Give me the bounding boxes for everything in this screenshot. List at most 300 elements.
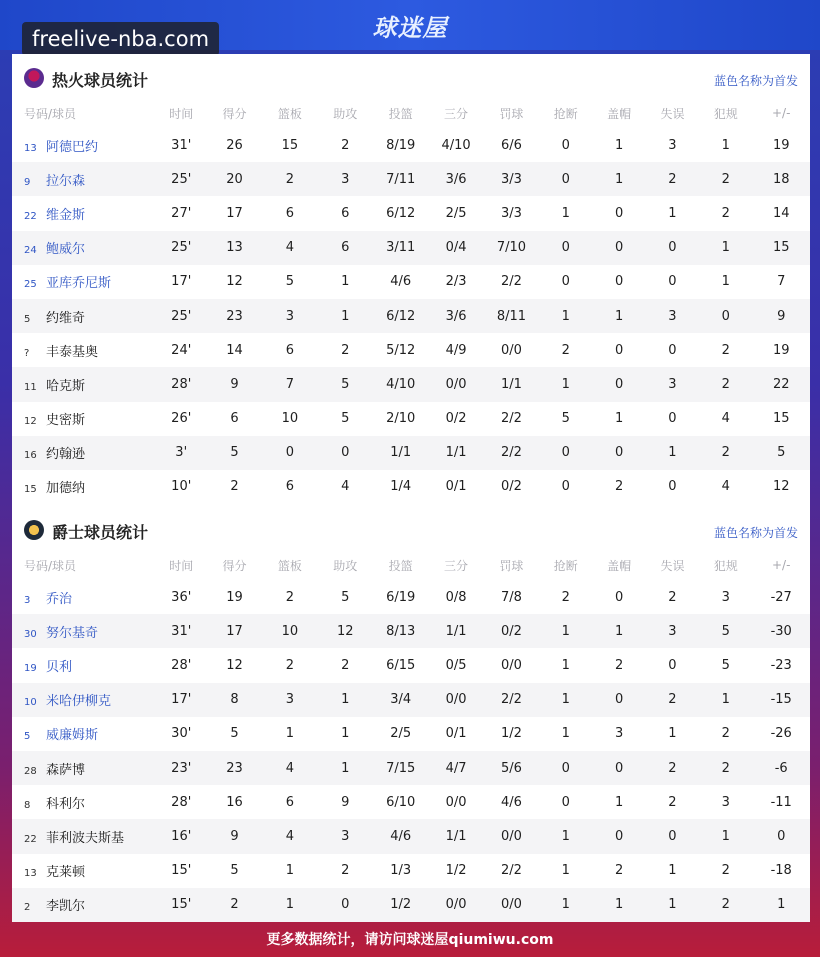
player-row[interactable] [12,367,810,401]
stat-cell: 0/2 [500,479,522,495]
player-row[interactable] [12,128,810,162]
stat-cell: 25' [156,162,207,196]
column-header: 篮板 [277,558,302,573]
stat-cell: 0 [668,411,677,427]
player-name[interactable]: 威廉姆斯 [46,728,99,744]
stat-cell: 5 [752,436,810,470]
column-header: 号码/球员 [24,558,77,573]
stat-cell: 5 [341,589,350,605]
stat-cell: 19 [226,589,243,605]
stat-cell: 2 [668,589,677,605]
stat-cell: 36' [171,589,192,605]
player-name[interactable]: 李凯尔 [46,899,86,915]
player-cell [12,819,156,853]
column-header: 时间 [169,106,194,121]
player-name[interactable]: 哈克斯 [46,378,86,394]
stat-cell: 3' [156,436,207,470]
stat-cell: 5 [285,274,295,290]
stat-cell: 3 [262,299,317,333]
stat-cell: 8/11 [484,299,539,333]
stat-cell: 0 [668,274,677,290]
stat-cell: 1 [646,888,699,922]
stat-cell: -30 [752,614,810,648]
stat-cell: 0/2 [445,411,467,427]
player-cell [12,299,156,333]
stat-cell: 17' [171,274,192,290]
stat-cell: 0 [592,367,645,401]
jersey-number: 13 [24,142,37,154]
player-row[interactable] [12,683,810,717]
column-header: 抢断 [553,558,578,573]
player-row[interactable] [12,785,810,819]
player-row[interactable] [12,436,810,470]
stat-cell: 0 [561,274,570,290]
column-header: 三分 [444,106,469,121]
stat-cell: 23' [156,751,207,785]
player-row[interactable] [12,162,810,196]
stat-cell: 5 [207,436,262,470]
stat-cell: 4/6 [390,274,412,290]
stat-cell: 4/6 [500,794,522,810]
stat-cell: 1 [699,683,752,717]
stat-cell: 0/0 [428,367,483,401]
column-header: 失误 [660,558,685,573]
stat-cell: 5 [230,726,239,742]
column-header: 得分 [222,106,247,121]
stat-cell: 24' [171,342,192,358]
stat-cell: 18 [752,162,810,196]
stat-cell: 4 [721,479,730,495]
stat-cell: 8/19 [386,137,416,153]
stat-cell: 2/2 [484,683,539,717]
column-header: +/- [772,558,791,572]
stat-cell: 2 [561,342,570,358]
stat-cell: 9 [207,819,262,853]
stat-cell: 2/2 [500,863,522,879]
stat-cell: 1 [561,726,570,742]
stat-cell: 1 [592,299,645,333]
stat-cell: 14 [226,342,243,358]
stat-cell: 2 [699,751,752,785]
stat-cell: 0/5 [445,657,467,673]
stat-cell: 2 [699,436,752,470]
stat-cell: 26 [226,137,243,153]
stat-cell: 25' [156,299,207,333]
table-header-row [12,98,810,128]
stat-cell: 7 [262,367,317,401]
stat-cell: 5 [341,411,350,427]
player-name[interactable]: 乔治 [46,591,73,607]
stat-cell: 0/0 [484,888,539,922]
player-row[interactable] [12,614,810,648]
stat-cell: 0 [318,436,373,470]
player-name[interactable]: 科利尔 [46,796,86,812]
stat-cell: 1 [592,162,645,196]
stat-cell: 3 [318,819,373,853]
stat-cell: 9 [341,794,350,810]
player-name[interactable]: 阿德巴约 [46,139,99,155]
player-name[interactable]: 努尔基奇 [46,625,99,641]
column-header: 盖帽 [607,106,632,121]
stat-cell: 15 [281,137,299,153]
stat-cell: 1 [539,367,592,401]
stat-cell: 4/6 [373,819,428,853]
stat-cell: 7/11 [373,162,428,196]
stat-cell: 2 [646,683,699,717]
jersey-number: 8 [24,799,31,811]
stat-cell: 5 [721,657,730,673]
stat-cell: 0/0 [500,342,522,358]
stat-cell: 2 [721,342,730,358]
stat-cell: 1 [539,614,592,648]
player-cell [12,128,156,162]
stat-cell: 0/0 [484,819,539,853]
stat-cell: 15' [171,863,192,879]
stat-cell: 1 [592,888,645,922]
stat-cell: 1/1 [428,436,483,470]
stat-cell: -23 [770,657,792,673]
stat-cell: 0 [561,137,570,153]
jersey-number: 28 [24,765,37,777]
column-header: 篮板 [277,106,302,121]
player-name[interactable]: 亚库乔尼斯 [46,276,112,292]
stat-cell: 0 [561,479,570,495]
stat-cell: 1/2 [445,863,467,879]
column-header: 犯规 [713,106,738,121]
stat-cell: 3/3 [500,205,522,221]
column-header: 助攻 [333,106,358,121]
stat-cell: 1/2 [373,888,428,922]
stat-cell: 0 [539,751,592,785]
stat-cell: 1 [561,657,570,673]
stat-cell: 6 [285,794,295,810]
stat-cell: 0/1 [445,726,467,742]
stat-cell: 3/4 [373,683,428,717]
stat-cell: 2 [262,162,317,196]
stat-cell: 1 [539,888,592,922]
jersey-number: 19 [24,662,37,674]
player-name[interactable]: 约维奇 [46,310,86,326]
stat-cell: 5 [699,614,752,648]
section-header [12,510,810,550]
stat-cell: 6/12 [373,299,428,333]
stat-cell: 0/4 [428,231,483,265]
player-cell [12,367,156,401]
stat-cell: 3 [721,589,730,605]
jersey-number: 13 [24,868,37,880]
player-cell [12,683,156,717]
stat-cell: 0 [646,819,699,853]
player-row[interactable] [12,231,810,265]
stat-cell: 5/6 [484,751,539,785]
stat-cell: 4/7 [428,751,483,785]
stat-cell: 0 [668,657,677,673]
player-name[interactable]: 鲍威尔 [46,242,86,258]
player-row[interactable] [12,819,810,853]
player-name[interactable]: 丰泰基奥 [46,344,99,360]
column-header: 犯规 [713,558,738,573]
stat-cell: 4 [262,231,317,265]
player-name[interactable]: 史密斯 [46,413,86,429]
stat-cell: 4 [341,479,350,495]
stat-cell: 2 [614,479,624,495]
stat-cell: 12 [318,614,373,648]
stat-cell: 0 [614,589,624,605]
jersey-number: 16 [24,450,37,462]
stat-cell: 0/8 [445,589,467,605]
stat-cell: 1/1 [373,436,428,470]
footer-banner[interactable]: 更多数据统计，请访问球迷屋qiumiwu.com [266,932,554,948]
stat-cell: 0 [614,205,624,221]
stat-cell: 12 [226,274,243,290]
heat-logo-icon [24,68,44,88]
jersey-number: 24 [24,245,37,257]
stat-cell: 6/6 [500,137,522,153]
jersey-number: 15 [24,484,37,496]
stat-cell: 2 [561,589,570,605]
stat-cell: 1 [539,299,592,333]
column-header: 投篮 [388,106,413,121]
stat-cell: 1 [341,726,350,742]
player-name[interactable]: 森萨博 [46,762,86,778]
stat-cell: 1/3 [390,863,412,879]
stat-cell: 2 [721,726,730,742]
player-row[interactable] [12,265,810,299]
column-header: +/- [772,106,791,120]
jersey-number: 30 [24,628,37,640]
player-cell [12,854,156,888]
stat-cell: 5/12 [386,342,416,358]
stat-cell: 1 [614,137,624,153]
stat-cell: 0 [592,819,645,853]
stat-cell: 0 [592,751,645,785]
stat-cell: 3/3 [484,162,539,196]
stat-cell: 6 [318,231,373,265]
player-cell [12,162,156,196]
stat-cell: 10 [281,411,299,427]
jersey-number: 10 [24,697,37,709]
stat-cell: 17 [207,614,262,648]
stat-cell: 30' [171,726,192,742]
stat-cell: 2 [668,794,677,810]
stat-cell: 3 [262,683,317,717]
stat-cell: 0/0 [428,683,483,717]
stat-cell: 17' [156,683,207,717]
stat-cell: 2 [699,888,752,922]
player-cell [12,402,156,436]
watermark-label: freelive-nba.com [22,22,219,56]
stat-cell: 2/2 [500,411,522,427]
stat-cell: 2 [207,888,262,922]
stat-cell: 0/0 [500,657,522,673]
stat-cell: 1 [668,726,677,742]
player-row[interactable] [12,470,810,504]
stat-cell: 5 [230,863,239,879]
column-header: 投篮 [388,558,413,573]
stat-cell: -27 [770,589,792,605]
player-name[interactable]: 贝利 [46,659,73,675]
jersey-number: 3 [24,594,31,606]
jazz-logo-icon [24,520,44,540]
player-row[interactable] [12,648,810,682]
stat-cell: 2/5 [390,726,412,742]
stat-cell: 0 [318,888,373,922]
stat-cell: 0 [614,274,624,290]
stat-cell: 9 [752,299,810,333]
stat-cell: 16 [226,794,243,810]
jersey-number: 12 [24,416,37,428]
stat-cell: 2 [341,137,350,153]
player-cell [12,580,156,614]
player-row[interactable] [12,751,810,785]
stat-cell: 1 [721,274,730,290]
stat-cell: 6/12 [386,205,416,221]
stat-cell: 28' [156,367,207,401]
jersey-number: 5 [24,313,31,325]
stat-cell: 15 [772,411,790,427]
jersey-number: 9 [24,176,31,188]
stat-cell: 0/0 [445,794,467,810]
stat-cell: 0 [539,436,592,470]
stat-cell: 12 [226,657,243,673]
stats-panel [12,54,810,922]
player-cell [12,717,156,751]
stat-cell: -6 [752,751,810,785]
stat-cell: 3/6 [428,162,483,196]
stat-cell: 2/2 [500,274,522,290]
player-name[interactable]: 加德纳 [46,481,86,497]
stats-table [12,98,810,504]
player-name[interactable]: 维金斯 [46,207,86,223]
stat-cell: 0 [262,436,317,470]
stat-cell: 0 [646,231,699,265]
stat-cell: 28' [171,794,192,810]
stat-cell: 15 [752,231,810,265]
stat-cell: 4 [721,411,730,427]
player-row[interactable] [12,402,810,436]
stat-cell: 2 [614,863,624,879]
stat-cell: 27' [171,205,192,221]
stat-cell: 3 [721,794,730,810]
stat-cell: 4 [262,751,317,785]
stat-cell: 0 [539,231,592,265]
stat-cell: 4 [262,819,317,853]
jersey-number: ? [24,347,30,359]
stat-cell: 0 [699,299,752,333]
stat-cell: 2 [699,162,752,196]
column-header: 罚球 [499,106,524,121]
column-header: 抢断 [553,106,578,121]
column-header: 失误 [660,106,685,121]
stat-cell: 0/1 [445,479,467,495]
player-row[interactable] [12,854,810,888]
stat-cell: 2 [721,205,730,221]
stat-cell: -18 [770,863,792,879]
stat-cell: -26 [770,726,792,742]
column-header: 号码/球员 [24,106,77,121]
column-header: 罚球 [499,558,524,573]
stat-cell: 2 [699,367,752,401]
stat-cell: 10' [171,479,192,495]
stat-cell: 0 [668,479,677,495]
stat-cell: 6 [230,411,239,427]
player-cell [12,265,156,299]
stat-cell: 5 [561,411,570,427]
player-name[interactable]: 拉尔森 [46,173,86,189]
stat-cell: 2/2 [484,436,539,470]
stat-cell: 5 [318,367,373,401]
stat-cell: 7 [777,274,786,290]
player-row[interactable] [12,888,810,922]
stat-cell: 3 [646,614,699,648]
player-cell [12,785,156,819]
stat-cell: 1 [539,683,592,717]
stat-cell: 6 [285,205,295,221]
stat-cell: 25' [156,231,207,265]
stat-cell: 1 [699,819,752,853]
stat-cell: 23 [207,299,262,333]
stat-cell: 1/1 [428,819,483,853]
player-row[interactable] [12,196,810,230]
player-cell [12,231,156,265]
stat-cell: 2 [646,162,699,196]
stat-cell: 1/4 [390,479,412,495]
stat-cell: 1 [646,436,699,470]
stat-cell: 3/6 [428,299,483,333]
stat-cell: 3 [668,137,677,153]
player-name[interactable]: 菲利波夫斯基 [46,830,125,846]
stat-cell: 6 [285,342,295,358]
stat-cell: 1 [561,863,570,879]
stat-cell: 2 [721,863,730,879]
stat-cell: 2 [341,657,350,673]
player-name[interactable]: 米哈伊柳克 [46,694,112,710]
stat-cell: 8/13 [373,614,428,648]
player-row[interactable] [12,299,810,333]
team-section-jazz [12,510,810,922]
stat-cell: 31' [156,614,207,648]
player-row[interactable] [12,333,810,367]
player-cell [12,196,156,230]
player-name[interactable]: 约翰逊 [46,447,86,463]
stat-cell: 4/10 [441,137,471,153]
stat-cell: 16' [156,819,207,853]
starter-legend-note: 蓝色名称为首发 [713,526,798,540]
stat-cell: 4/9 [445,342,467,358]
stat-cell: 2/3 [445,274,467,290]
player-cell [12,470,156,504]
player-cell [12,648,156,682]
jersey-number: 5 [24,731,31,743]
stat-cell: 0/0 [428,888,483,922]
stat-cell: 12 [772,479,790,495]
player-name[interactable]: 克莱顿 [46,865,86,881]
stat-cell: 6 [341,205,350,221]
stat-cell: 6/15 [386,657,416,673]
player-row[interactable] [12,580,810,614]
stat-cell: 23 [207,751,262,785]
stat-cell: 2 [285,657,295,673]
stat-cell: 2 [646,751,699,785]
stat-cell: 6/19 [386,589,416,605]
player-cell [12,614,156,648]
stat-cell: 19 [772,137,790,153]
player-row[interactable] [12,717,810,751]
stat-cell: 3/11 [373,231,428,265]
stat-cell: 1 [318,751,373,785]
stat-cell: 1 [614,411,624,427]
player-cell [12,333,156,367]
